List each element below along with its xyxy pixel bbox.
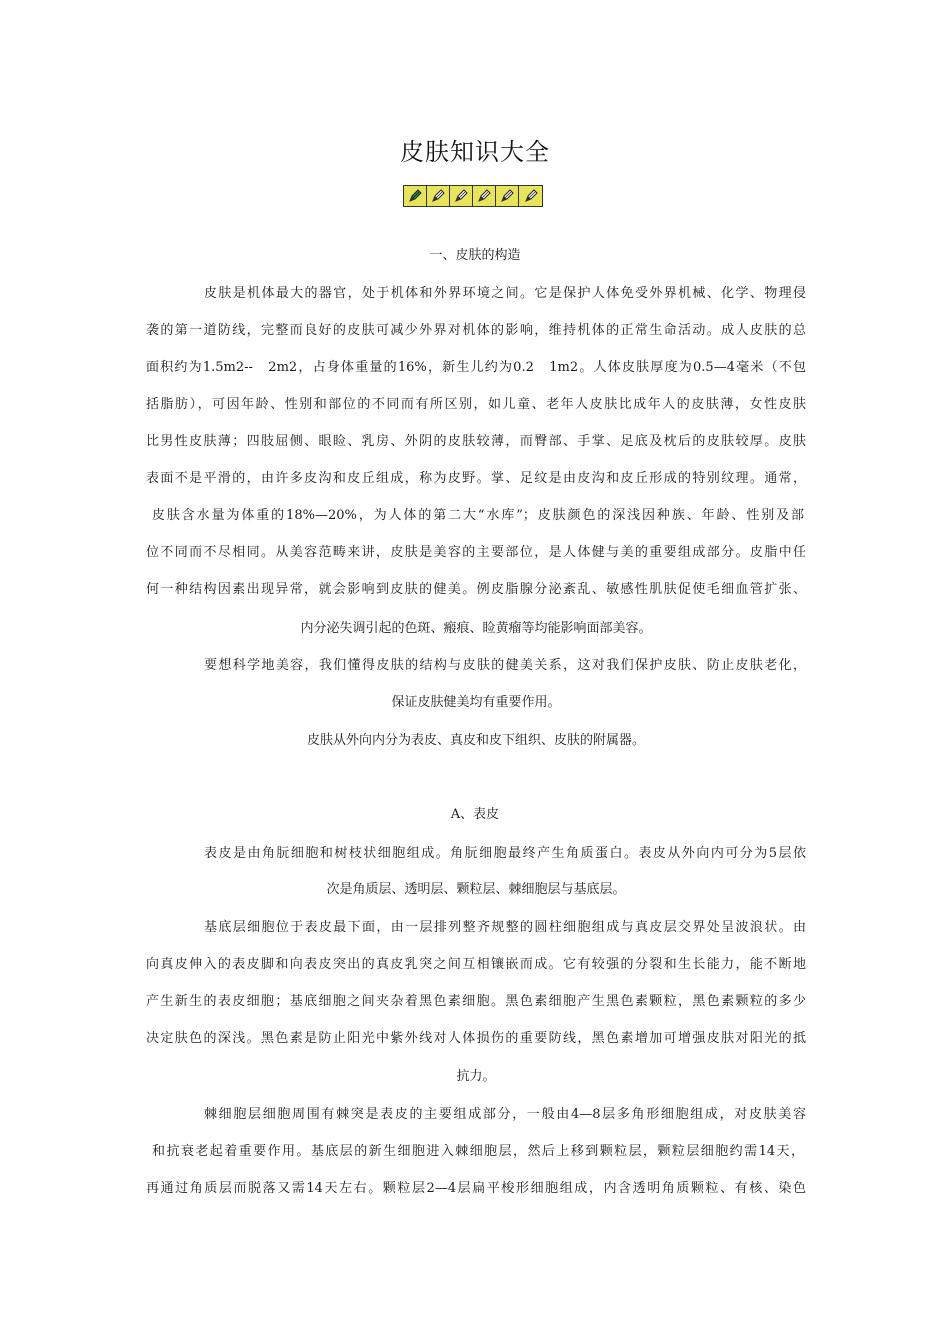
paragraph-line: 表面不是平滑的，由许多皮沟和皮丘组成，称为皮野。掌、足纹是由皮沟和皮丘形成的特别纹理。通常，	[146, 471, 806, 486]
pen-nib-icon	[476, 188, 492, 204]
paragraph-line: 和抗衰老起着重要作用。基底层的新生细胞进入棘细胞层，然后上移到颗粒层，颗粒层细胞约需14天，	[152, 1144, 804, 1159]
paragraph-line: 比男性皮肤薄；四肢屈侧、眼睑、乳房、外阴的皮肤较薄，而臀部、手掌、足底及枕后的皮肤较厚。皮肤	[146, 434, 806, 449]
paragraph-line: 抗力。	[456, 1069, 496, 1084]
paragraph-line: 棘细胞层细胞周围有棘突是表皮的主要组成部分，一般由4—8层多角形细胞组成，对皮肤美容	[204, 1107, 806, 1122]
document-title: 皮肤知识大全	[400, 138, 550, 166]
paragraph-line: 表皮是由角朊细胞和树枝状细胞组成。角朊细胞最终产生角质蛋白。表皮从外向内可分为5层依	[204, 846, 806, 861]
paragraph-line: 产生新生的表皮细胞；基底细胞之间夹杂着黑色素细胞。黑色素细胞产生黑色素颗粒，黑色素颗粒的多少	[146, 994, 806, 1009]
paragraph-line: 面积约为1.5m2-- 2m2，占身体重量的16%，新生儿约为0.2 1m2。人体皮肤厚度为0.5—4毫米（不包	[146, 360, 806, 375]
pen-nib-icon	[430, 188, 446, 204]
pen-nib-icon	[523, 188, 539, 204]
paragraph-line: 位不同而不尽相同。从美容范畴来讲，皮肤是美容的主要部位，是人体健与美的重要组成部分。皮脂中任	[146, 545, 806, 560]
pen-nib-icon	[407, 188, 423, 204]
pen-nib-icon	[499, 188, 515, 204]
paragraph-line: 要想科学地美容，我们懂得皮肤的结构与皮肤的健美关系，这对我们保护皮肤、防止皮肤老化，	[204, 658, 806, 673]
paragraph-line: 皮肤从外向内分为表皮、真皮和皮下组织、皮肤的附属器。	[306, 733, 645, 748]
paragraph-line: 次是角质层、透明层、颗粒层、棘细胞层与基底层。	[326, 882, 626, 897]
paragraph-line: 皮肤含水量为体重的18%—20%，为人体的第二大“水库”；皮肤颜色的深浅因种族、年龄、性别及部	[152, 508, 804, 523]
paragraph-line: 向真皮伸入的表皮脚和向表皮突出的真皮乳突之间互相镶嵌而成。它有较强的分裂和生长能力，能不断地	[146, 957, 806, 972]
decoration-tile	[473, 186, 496, 206]
decorative-divider	[403, 185, 543, 207]
decoration-tile	[496, 186, 519, 206]
paragraph-line: 决定肤色的深浅。黑色素是防止阳光中紫外线对人体损伤的重要防线，黑色素增加可增强皮肤对阳光的抵	[146, 1031, 806, 1046]
paragraph-line: 皮肤是机体最大的器官，处于机体和外界环境之间。它是保护人体免受外界机械、化学、物理侵	[204, 286, 806, 301]
decoration-tile	[404, 186, 427, 206]
pen-nib-icon	[453, 188, 469, 204]
paragraph-line: 袭的第一道防线，完整而良好的皮肤可减少外界对机体的影响，维持机体的正常生命活动。成人皮肤的总	[146, 323, 806, 338]
section-heading-epidermis: A、表皮	[450, 807, 500, 822]
paragraph-line: 括脂肪），可因年龄、性别和部位的不同而有所区别，如儿童、老年人皮肤比成年人的皮肤薄，女性皮肤	[146, 397, 806, 412]
decoration-tile	[519, 186, 542, 206]
paragraph-line: 保证皮肤健美均有重要作用。	[391, 695, 561, 710]
paragraph-line: 基底层细胞位于表皮最下面，由一层排列整齐规整的圆柱细胞组成与真皮层交界处呈波浪状。由	[204, 920, 806, 935]
decoration-tile	[427, 186, 450, 206]
decoration-tile	[450, 186, 473, 206]
paragraph-line: 再通过角质层而脱落又需14天左右。颗粒层2—4层扁平梭形细胞组成，内含透明角质颗粒、有核、染色	[146, 1181, 806, 1196]
section-heading-structure: 一、皮肤的构造	[429, 248, 521, 263]
paragraph-line: 内分泌失调引起的色斑、瘢痕、睑黄瘤等均能影响面部美容。	[300, 621, 652, 636]
paragraph-line: 何一种结构因素出现异常，就会影响到皮肤的健美。例皮脂腺分泌紊乱、敏感性肌肤促使毛细血管扩张、	[146, 582, 806, 597]
